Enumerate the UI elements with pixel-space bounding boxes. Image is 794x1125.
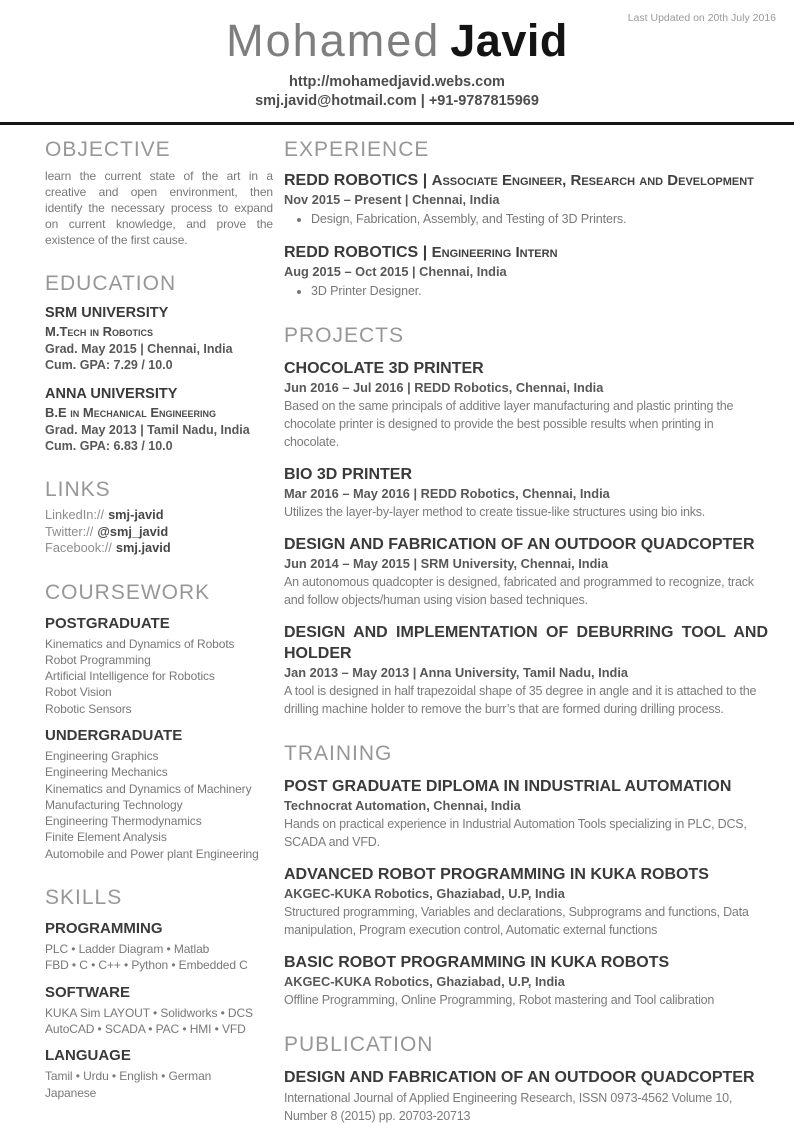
project-entry xyxy=(284,534,768,609)
postgraduate-course-list xyxy=(45,636,273,717)
section-title-skills: SKILLS xyxy=(45,886,123,910)
school-name: ANNA UNIVERSITY xyxy=(45,386,178,402)
twitter-handle[interactable]: @smj_javid xyxy=(97,523,169,539)
section-title-experience: EXPERIENCE xyxy=(284,138,430,161)
training-entry xyxy=(284,776,768,851)
project-meta: Jan 2013 – May 2013 | Anna University, Tamil Nadu, India xyxy=(284,665,629,680)
job-bullet: • 3D Printer Designer. xyxy=(311,283,768,300)
job-heading xyxy=(284,242,768,263)
experience-entry xyxy=(284,242,768,300)
training-description: Structured programming, Variables and declarations, Subprograms and functions, Data manipulation, Program execution control, Automatic external functions xyxy=(284,905,749,937)
training-heading: BASIC ROBOT PROGRAMMING IN KUKA ROBOTS xyxy=(284,954,670,971)
content-columns xyxy=(0,125,794,1125)
skill-line: Tamil • Urdu • English • German xyxy=(45,1069,212,1084)
section-title-publication: PUBLICATION xyxy=(284,1033,434,1056)
skill-line: Japanese xyxy=(45,1085,97,1100)
school-name: SRM UNIVERSITY xyxy=(45,305,169,321)
project-heading: DESIGN AND IMPLEMENTATION OF DEBURRING TOOL AND HOLDER xyxy=(284,624,768,662)
training-description: Offline Programming, Online Programming, Robot mastering and Tool calibration xyxy=(284,993,715,1007)
section-title-education: EDUCATION xyxy=(45,272,177,295)
training-org: AKGEC-KUKA Robotics, Ghaziabad, U.P, India xyxy=(284,974,565,989)
publication-entry xyxy=(284,1067,768,1125)
coursework-group-postgraduate: POSTGRADUATE xyxy=(45,614,170,632)
left-column xyxy=(45,125,273,1101)
job-heading xyxy=(284,170,768,191)
training-entry xyxy=(284,864,768,939)
course-item: Kinematics and Dynamics of Machinery xyxy=(45,781,252,796)
experience-entry xyxy=(284,170,768,228)
project-description: An autonomous quadcopter is designed, fabricated and programmed to recognize, track and follow objects/human using vision based techniques. xyxy=(284,575,754,607)
course-item: Engineering Thermodynamics xyxy=(45,814,202,829)
separator: | xyxy=(422,244,428,261)
training-org: AKGEC-KUKA Robotics, Ghaziabad, U.P, India xyxy=(284,886,565,901)
link-label: LinkedIn:// xyxy=(45,507,105,522)
linkedin-handle[interactable]: smj-javid xyxy=(108,507,164,522)
project-description: A tool is designed in half trapezoidal shape of 35 degree in angle and it is attached to the drilling machine holder to remove the burr’s that are formed during drilling process. xyxy=(284,684,757,716)
company-name: REDD ROBOTICS xyxy=(284,244,419,261)
links-block xyxy=(45,507,273,557)
degree: M.Tech in Robotics xyxy=(45,324,153,339)
job-meta: Aug 2015 – Oct 2015 | Chennai, India xyxy=(284,264,507,279)
programming-skill-list xyxy=(45,941,273,974)
job-bullets xyxy=(284,283,768,300)
software-skill-list xyxy=(45,1005,273,1038)
job-bullet: • Design, Fabrication, Assembly, and Testing of 3D Printers. xyxy=(311,211,768,228)
project-description: Utilizes the layer-by-layer method to create tissue-like structures using bio inks. xyxy=(284,505,706,519)
training-org: Technocrat Automation, Chennai, India xyxy=(284,798,521,813)
job-role: Engineering Intern xyxy=(431,244,558,261)
separator: | xyxy=(422,172,428,189)
link-label: Twitter:// xyxy=(45,523,94,539)
undergraduate-course-list xyxy=(45,748,273,862)
skills-group-language: LANGUAGE xyxy=(45,1047,131,1065)
company-name: REDD ROBOTICS xyxy=(284,172,419,189)
course-item: Automobile and Power plant Engineering xyxy=(45,846,259,861)
course-item: Engineering Graphics xyxy=(45,748,159,763)
course-item: Robot Vision xyxy=(45,685,112,700)
training-heading: ADVANCED ROBOT PROGRAMMING IN KUKA ROBOTS xyxy=(284,866,709,883)
gpa-line: Cum. GPA: 6.83 / 10.0 xyxy=(45,439,173,453)
project-heading: DESIGN AND FABRICATION OF AN OUTDOOR QUADCOPTER xyxy=(284,536,755,553)
facebook-handle[interactable]: smj.javid xyxy=(115,540,171,555)
training-description: Hands on practical experience in Industrial Automation Tools specializing in PLC, DCS, SCADA and VFD. xyxy=(284,817,747,849)
job-bullets xyxy=(284,211,768,228)
skill-line: AutoCAD • SCADA • PAC • HMI • VFD xyxy=(45,1021,246,1036)
degree: B.E in Mechanical Engineering xyxy=(45,405,217,420)
grad-line: Grad. May 2015 | Chennai, India xyxy=(45,342,233,356)
project-entry xyxy=(284,464,768,521)
objective-text: learn the current state of the art in a creative and open environment, then identify the necessary process to expand on current knowledge, and prove the existence of the first cause. xyxy=(45,169,273,247)
project-heading: CHOCOLATE 3D PRINTER xyxy=(284,360,484,377)
course-item: Robotic Sensors xyxy=(45,701,132,716)
job-meta: Nov 2015 – Present | Chennai, India xyxy=(284,192,500,207)
gpa-line: Cum. GPA: 7.29 / 10.0 xyxy=(45,358,173,372)
link-row-facebook xyxy=(45,540,273,557)
project-entry xyxy=(284,622,768,718)
project-meta: Jun 2016 – Jul 2016 | REDD Robotics, Chennai, India xyxy=(284,380,604,395)
skill-line: FBD • C • C++ • Python • Embedded C xyxy=(45,958,248,973)
project-description: Based on the same principals of additive layer manufacturing and plastic printing the chocolate printer is designed to provide the best possible results when printing in chocolate. xyxy=(284,399,734,449)
project-meta: Mar 2016 – May 2016 | REDD Robotics, Chennai, India xyxy=(284,486,610,501)
link-row-linkedin xyxy=(45,507,273,524)
last-updated-note: Last Updated on 20th July 2016 xyxy=(627,12,776,24)
course-item: Artificial Intelligence for Robotics xyxy=(45,669,215,684)
training-heading: POST GRADUATE DIPLOMA IN INDUSTRIAL AUTOMATION xyxy=(284,778,732,795)
website-link[interactable]: http://mohamedjavid.webs.com xyxy=(289,74,505,90)
publication-description: International Journal of Applied Engineering Research, ISSN 0973-4562 Volume 10, Number 8 (2015) pp. 20703-20713 xyxy=(284,1091,733,1123)
coursework-group-undergraduate: UNDERGRADUATE xyxy=(45,726,183,744)
publication-heading: DESIGN AND FABRICATION OF AN OUTDOOR QUADCOPTER xyxy=(284,1069,755,1086)
last-name: Javid xyxy=(450,15,568,66)
skill-line: KUKA Sim LAYOUT • Solidworks • DCS xyxy=(45,1005,253,1020)
job-role: Associate Engineer, Research and Development xyxy=(431,172,754,189)
section-title-projects: PROJECTS xyxy=(284,324,405,347)
first-name: Mohamed xyxy=(226,15,441,66)
section-title-coursework: COURSEWORK xyxy=(45,580,211,604)
section-title-links: LINKS xyxy=(45,478,111,501)
language-skill-list xyxy=(45,1068,273,1101)
link-row-twitter xyxy=(45,524,273,541)
link-label: Facebook:// xyxy=(45,540,112,555)
education-entry xyxy=(45,304,273,373)
course-item: Finite Element Analysis xyxy=(45,830,167,845)
skill-line: PLC • Ladder Diagram • Matlab xyxy=(45,942,210,957)
course-item: Engineering Mechanics xyxy=(45,765,168,780)
education-entry xyxy=(45,385,273,454)
course-item: Manufacturing Technology xyxy=(45,797,183,812)
section-title-training: TRAINING xyxy=(284,742,393,765)
training-entry xyxy=(284,952,768,1009)
project-meta: Jun 2014 – May 2015 | SRM University, Chennai, India xyxy=(284,556,609,571)
course-item: Kinematics and Dynamics of Robots xyxy=(45,636,235,651)
right-column xyxy=(284,125,768,1125)
contact-line[interactable]: smj.javid@hotmail.com | +91-9787815969 xyxy=(255,93,539,109)
skills-group-software: SOFTWARE xyxy=(45,983,130,1001)
project-heading: BIO 3D PRINTER xyxy=(284,466,413,483)
section-title-objective: OBJECTIVE xyxy=(45,138,171,161)
grad-line: Grad. May 2013 | Tamil Nadu, India xyxy=(45,423,250,437)
skills-group-programming: PROGRAMMING xyxy=(45,920,163,938)
project-entry xyxy=(284,358,768,451)
course-item: Robot Programming xyxy=(45,652,151,667)
